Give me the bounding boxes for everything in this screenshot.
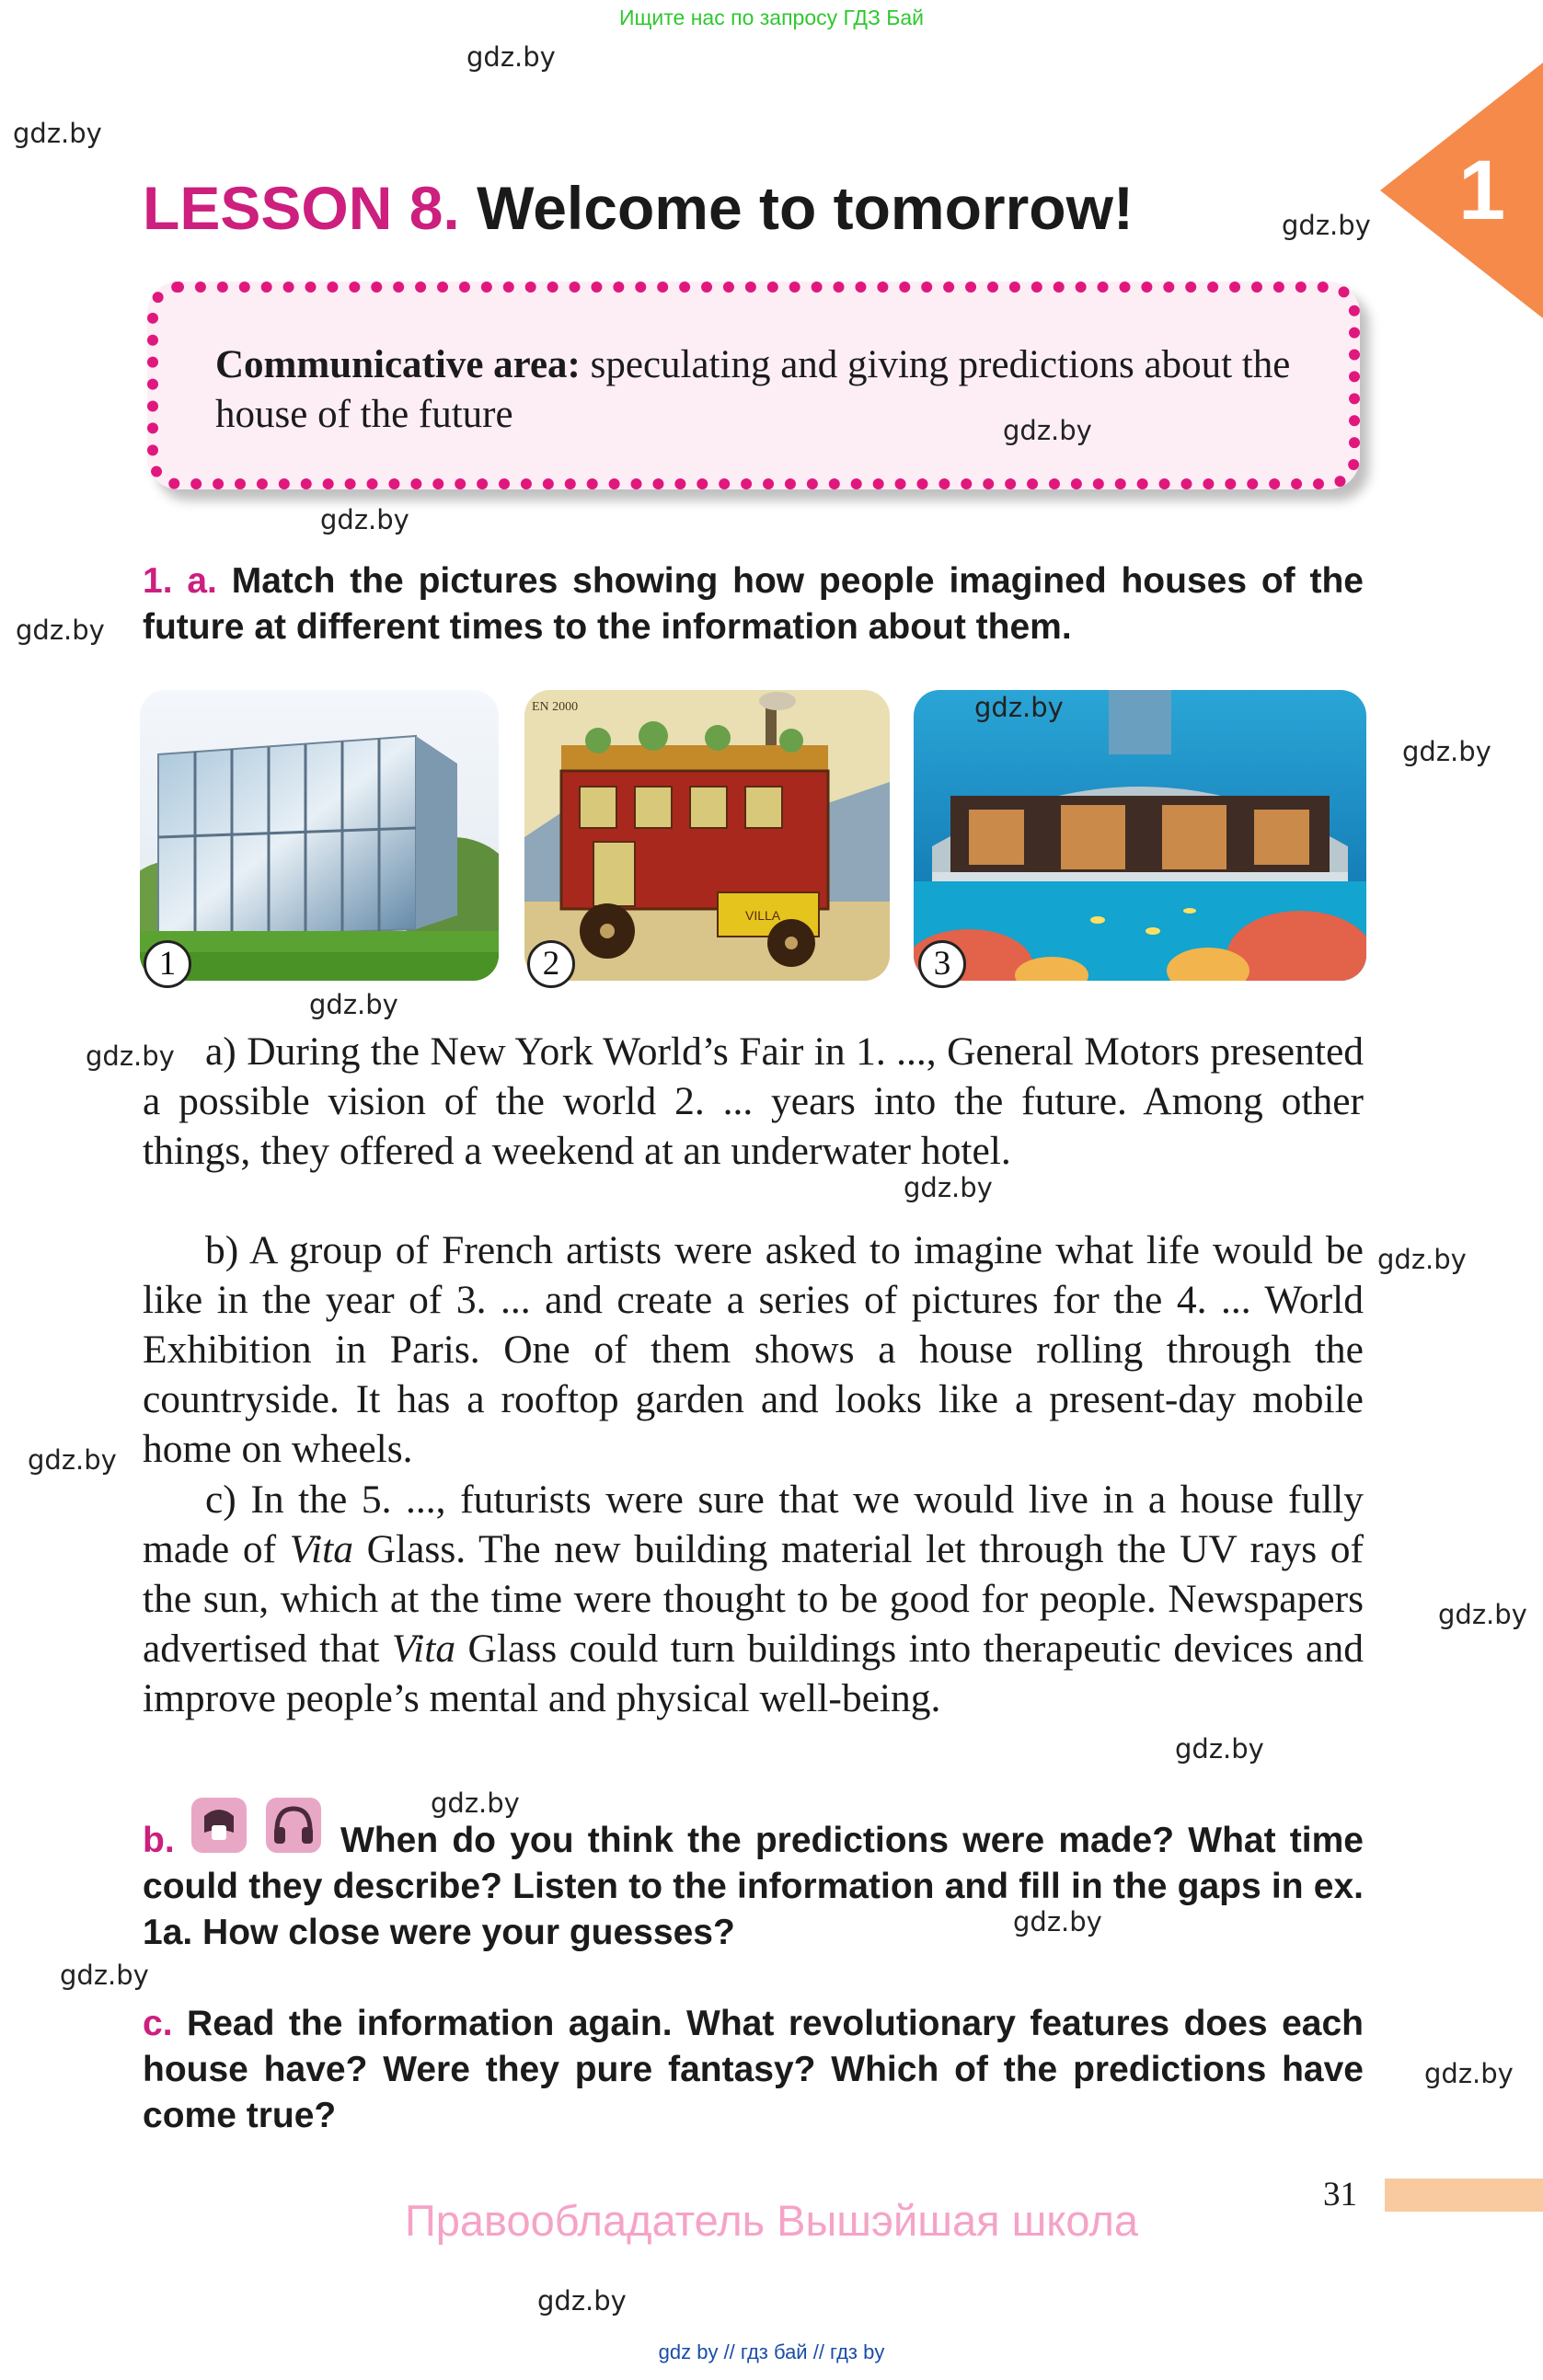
house-on-wheels-icon: [524, 690, 890, 981]
watermark: gdz.by: [1402, 736, 1491, 767]
watermark: gdz.by: [28, 1444, 117, 1476]
unit-corner-tab: [1380, 63, 1543, 318]
watermark: gdz.by: [1175, 1733, 1264, 1765]
vita-word-1: Vita: [289, 1527, 353, 1571]
picture-2-number: 2: [527, 940, 575, 988]
communicative-area-text: [215, 340, 1319, 440]
watermark: gdz.by: [309, 989, 398, 1020]
task-1a-text: Match the pictures showing how people imagined houses of the future at different times to the information about them.: [143, 561, 1364, 647]
lesson-name: Welcome to tomorrow!: [477, 174, 1134, 242]
communicative-area-description: speculating and giving predictions about the house of the future: [215, 343, 1291, 436]
task-1c-text: Read the information again. What revolutionary features does each house have? Were they pure fantasy? Which of the predictions have come true?: [143, 2004, 1364, 2135]
watermark: gdz.by: [13, 118, 102, 149]
task-1c-label: c.: [143, 2004, 173, 2043]
underwater-hotel-icon: [914, 690, 1366, 981]
picture-1-glass-house: [140, 690, 499, 981]
picture-3-underwater-hotel: [914, 690, 1366, 981]
watermark: gdz.by: [1282, 210, 1371, 241]
watermark: gdz.by: [431, 1788, 520, 1819]
lesson-title: [143, 173, 1134, 243]
task-1a-label: 1. a.: [143, 561, 217, 601]
task-1b-label: b.: [143, 1821, 175, 1860]
page-number: 31: [1323, 2176, 1357, 2213]
paragraph-c-start: c) In the 5. ..., futurists were sure that we would live in a house fully made of: [143, 1477, 1364, 1571]
unit-number: 1: [1458, 144, 1506, 237]
watermark: gdz.by: [466, 41, 556, 73]
watermark: gdz.by: [60, 1960, 149, 1991]
task-1a: [143, 558, 1364, 650]
watermark: gdz.by: [320, 504, 409, 535]
watermark: gdz.by: [1424, 2058, 1514, 2089]
paragraph-c-end: Glass could turn buildings into therapeutic devices and improve people’s mental and physical well-being.: [143, 1627, 1364, 1720]
task-1c: [143, 2001, 1364, 2139]
paragraph-a-text: a) During the New York World’s Fair in 1. ..., General Motors presented a possible vision of the world 2. ... years into the future. Among other things, they offered a weekend at an underwater hotel.: [143, 1029, 1364, 1173]
watermark: gdz.by: [1003, 415, 1092, 446]
paragraph-b: [143, 1225, 1364, 1474]
communicative-area-box: [147, 282, 1360, 489]
picture-2-sign: VILLA: [745, 908, 781, 923]
watermark: gdz.by: [1438, 1599, 1527, 1630]
task-1b: [143, 1818, 1364, 1956]
watermark: gdz.by: [16, 615, 105, 646]
vita-word-2: Vita: [391, 1627, 456, 1671]
watermark: gdz.by: [904, 1172, 993, 1203]
paragraph-c-middle: Glass. The new building material let through the UV rays of the sun, which at the time were thought to be good for people. Newspapers advertised that: [143, 1527, 1364, 1671]
paragraph-c: [143, 1475, 1364, 1723]
watermark: gdz.by: [537, 2285, 627, 2317]
picture-2-caption: EN 2000: [532, 700, 579, 714]
picture-1-number: 1: [144, 940, 191, 988]
rights-holder: Правообладатель Вышэйшая школа: [404, 2196, 1139, 2245]
watermark: gdz.by: [1377, 1244, 1467, 1275]
watermark: gdz.by: [86, 1041, 175, 1072]
watermark: gdz.by: [1013, 1906, 1102, 1937]
picture-2-house-on-wheels: [524, 690, 890, 981]
watermark: gdz.by: [974, 692, 1064, 723]
lesson-number: LESSON 8.: [143, 174, 460, 242]
picture-3-number: 3: [918, 940, 966, 988]
glass-cube-house-icon: [140, 690, 499, 981]
task-1b-text: When do you think the predictions were made? What time could they describe? Listen to the information and fill in the gaps in ex. 1a. How close were your guesses?: [143, 1821, 1364, 1952]
communicative-area-label: Communicative area:: [215, 343, 581, 386]
paragraph-b-text: b) A group of French artists were asked to imagine what life would be like in the year of 3. ... and create a series of pictures for the 4. ... World Exhibition in Paris. One of them shows a house rolling through the countryside. It has a rooftop garden and looks like a present-day mobile home on wheels.: [143, 1228, 1364, 1471]
top-banner[interactable]: Ищите нас по запросу ГДЗ Бай: [618, 6, 925, 29]
paragraph-a: [143, 1027, 1364, 1176]
bottom-links[interactable]: gdz by // гдз бай // гдз by: [658, 2340, 885, 2363]
